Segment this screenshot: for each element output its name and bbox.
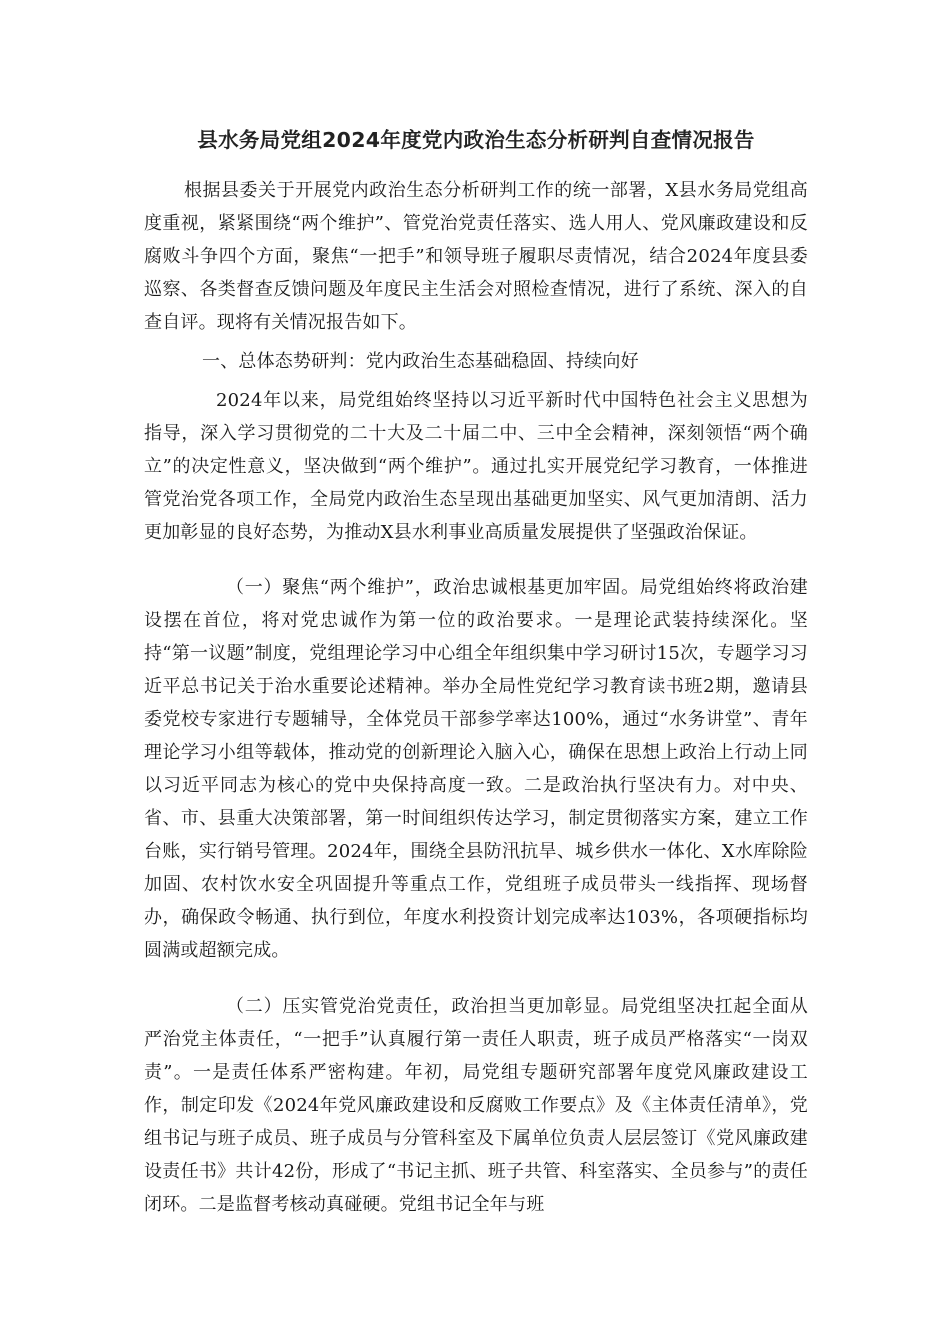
- section-heading-1: 一、总体态势研判：党内政治生态基础稳固、持续向好: [202, 351, 639, 372]
- subsection-2-paragraph: （二）压实管党治党责任，政治担当更加彰显。局党组坚决扛起全面从严治党主体责任，“一把手”认真履行第一责任人职责，班子成员严格落实“一岗双责”。一是责任体系严密构建。年初，局党组专题研究部署年度党风廉政建设工作，制定印发《2024年党风廉政建设和反腐败工作要点》及《主体责任清单》，党组书记与班子成员、班子成员与分管科室及下属单位负责人层层签订《党风廉政建设责任书》共计42份，形成了“书记主抓、班子共管、科室落实、全员参与”的责任闭环。二是监督考核动真碰硬。党组书记全年与班: [144, 996, 808, 1215]
- subsection-1-paragraph: （一）聚焦“两个维护”，政治忠诚根基更加牢固。局党组始终将政治建设摆在首位，将对党忠诚作为第一位的政治要求。一是理论武装持续深化。坚持“第一议题”制度，党组理论学习中心组全年组织集中学习研讨15次，专题学习习近平总书记关于治水重要论述精神。举办全局性党纪学习教育读书班2期，邀请县委党校专家进行专题辅导，全体党员干部参学率达100%，通过“水务讲堂”、青年理论学习小组等载体，推动党的创新理论入脑入心，确保在思想上政治上行动上同以习近平同志为核心的党中央保持高度一致。二是政治执行坚决有力。对中央、省、市、县重大决策部署，第一时间组织传达学习，制定贯彻落实方案，建立工作台账，实行销号管理。2024年，围绕全县防汛抗旱、城乡供水一体化、X水库除险加固、农村饮水安全巩固提升等重点工作，党组班子成员带头一线指挥、现场督办，确保政令畅通、执行到位，年度水利投资计划完成率达103%，各项硬指标均圆满或超额完成。: [144, 577, 808, 961]
- section-1-body: 2024年以来，局党组始终坚持以习近平新时代中国特色社会主义思想为指导，深入学习贯彻党的二十大及二十届二中、三中全会精神，深刻领悟“两个确立”的决定性意义，坚决做到“两个维护”。通过扎实开展党纪学习教育，一体推进管党治党各项工作，全局党内政治生态呈现出基础更加坚实、风气更加清朗、活力更加彰显的良好态势，为推动X县水利事业高质量发展提供了坚强政治保证。: [144, 390, 808, 543]
- intro-paragraph: 根据县委关于开展党内政治生态分析研判工作的统一部署，X县水务局党组高度重视，紧紧围绕“两个维护”、管党治党责任落实、选人用人、党风廉政建设和反腐败斗争四个方面，聚焦“一把手”和领导班子履职尽责情况，结合2024年度县委巡察、各类督查反馈问题及年度民主生活会对照检查情况，进行了系统、深入的自查自评。现将有关情况报告如下。: [144, 180, 808, 333]
- document-title: 县水务局党组2024年度党内政治生态分析研判自查情况报告: [197, 128, 755, 152]
